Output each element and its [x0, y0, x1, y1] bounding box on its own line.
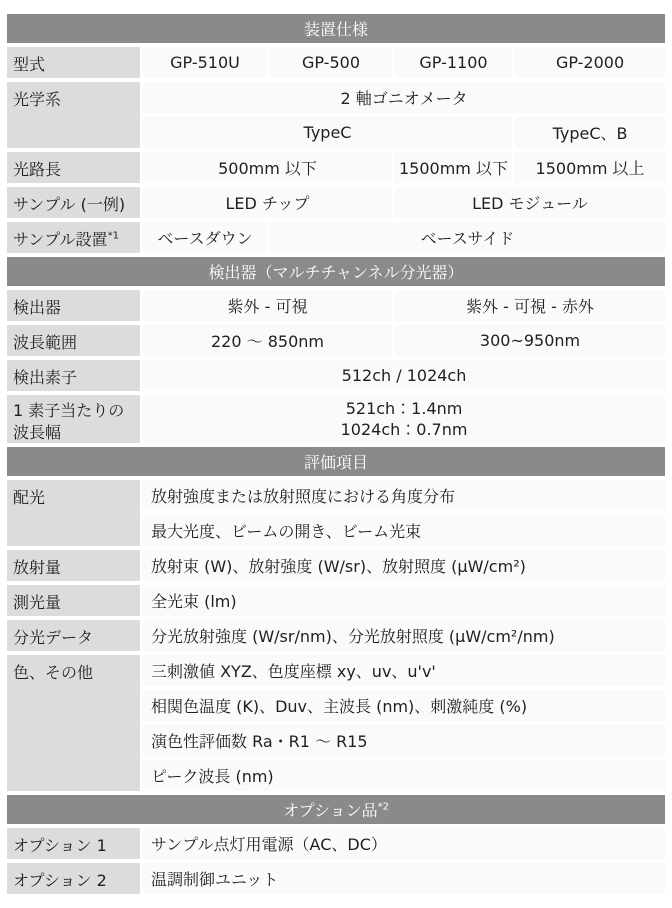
row-label-option-1: オプション 1 [7, 828, 140, 859]
row-optical-path [7, 152, 665, 183]
section-title-text: 装置仕様 [304, 20, 369, 39]
row-light-distribution-1 [7, 480, 665, 511]
row-label-option-2: オプション 2 [7, 863, 140, 894]
cell-model-gp2000: GP-2000 [515, 47, 665, 78]
cell-color-cct: 相関色温度 (K)、Duv、主波長 (nm)、刺激純度 (%) [143, 690, 665, 721]
section-detector [7, 257, 665, 443]
cell-optics-type-c: TypeC [143, 117, 512, 148]
cell-detector-uv-vis: 紫外 - 可視 [143, 290, 392, 321]
footnote-ref-2: *2 [377, 801, 389, 813]
cell-optics-type-cb: TypeC、B [515, 117, 665, 148]
cell-optics-goniometer: 2 軸ゴニオメータ [143, 82, 665, 113]
cell-model-gp510u: GP-510U [143, 47, 267, 78]
row-photometric [7, 585, 665, 616]
row-label-photometric: 測光量 [7, 585, 140, 616]
cell-placement-base-side: ベースサイド [270, 222, 665, 253]
cell-placement-base-down: ベースダウン [143, 222, 267, 253]
section-header-options [7, 795, 665, 824]
cell-path-long: 1500mm 以上 [515, 152, 665, 183]
section-title-text: 評価項目 [304, 453, 369, 473]
section-header-evaluation [7, 447, 665, 476]
section-evaluation [7, 447, 665, 791]
row-label-light-distribution: 配光 [7, 480, 140, 546]
row-detector-type [7, 290, 665, 321]
cell-model-gp1100: GP-1100 [395, 47, 512, 78]
row-radiometric [7, 550, 665, 581]
section-title-options [7, 795, 665, 824]
row-spectral-data [7, 620, 665, 651]
cell-path-medium: 1500mm 以下 [395, 152, 512, 183]
cell-detector-uv-vis-ir: 紫外 - 可視 - 赤外 [395, 290, 665, 321]
row-option-2 [7, 863, 665, 894]
row-label-detector-type: 検出器 [7, 290, 140, 321]
cell-range-300-950: 300~950nm [395, 325, 665, 356]
cell-range-220-850: 220 〜 850nm [143, 325, 392, 356]
row-label-color: 色、その他 [7, 655, 140, 791]
section-header-detector [7, 257, 665, 286]
cell-radiometric-values: 放射束 (W)、放射強度 (W/sr)、放射照度 (μW/cm²) [143, 550, 665, 581]
section-title-device [7, 14, 665, 43]
row-color-1 [7, 655, 665, 686]
cell-sample-led-module: LED モジュール [395, 187, 665, 218]
row-label-radiometric: 放射量 [7, 550, 140, 581]
cell-elements-channels: 512ch / 1024ch [143, 360, 665, 391]
specification-table [4, 10, 668, 898]
section-options [7, 795, 665, 894]
cell-distribution-beam: 最大光度、ビームの開き、ビーム光束 [143, 515, 665, 546]
cell-option-1-value: サンプル点灯用電源（AC、DC） [143, 828, 665, 859]
row-wavelength-width [7, 395, 665, 443]
cell-option-2-value: 温調制御ユニット [143, 863, 665, 894]
row-detector-elements [7, 360, 665, 391]
section-title-detector [7, 257, 665, 286]
cell-model-gp500: GP-500 [270, 47, 392, 78]
row-label-optical-path: 光路長 [7, 152, 140, 183]
row-label-detector-elements: 検出素子 [7, 360, 140, 391]
section-title-evaluation [7, 447, 665, 476]
cell-photometric-values: 全光束 (lm) [143, 585, 665, 616]
row-label-sample: サンプル (一例) [7, 187, 140, 218]
cell-distribution-angular: 放射強度または放射照度における角度分布 [143, 480, 665, 511]
section-title-text: オプション品 [283, 801, 378, 821]
footnote-ref-1: *1 [107, 230, 119, 242]
cell-sample-led-chip: LED チップ [143, 187, 392, 218]
row-label-sample-placement: サンプル設置$^{*1}$ [7, 222, 140, 253]
cell-path-short: 500mm 以下 [143, 152, 392, 183]
cell-spectral-values: 分光放射強度 (W/sr/nm)、分光放射照度 (μW/cm²/nm) [143, 620, 665, 651]
cell-color-cri: 演色性評価数 Ra・R1 〜 R15 [143, 725, 665, 756]
section-header-device [7, 14, 665, 43]
row-sample-placement [7, 222, 665, 253]
row-label-spectral-data: 分光データ [7, 620, 140, 651]
row-sample [7, 187, 665, 218]
row-label-model: 型式 [7, 47, 140, 78]
section-device-spec [7, 14, 665, 253]
row-label-wavelength-range: 波長範囲 [7, 325, 140, 356]
row-wavelength-range [7, 325, 665, 356]
cell-color-tristimulus: 三刺激値 XYZ、色度座標 xy、uv、u'v' [143, 655, 665, 686]
section-title-text: 検出器（マルチチャンネル分光器） [208, 263, 464, 282]
row-label-wavelength-width: 1 素子当たりの 波長幅 [7, 395, 140, 443]
row-option-1 [7, 828, 665, 859]
cell-wavelength-width-values: 521ch：1.4nm 1024ch：0.7nm [143, 395, 665, 443]
row-model [7, 47, 665, 78]
row-label-optics: 光学系 [7, 82, 140, 148]
row-optics-1 [7, 82, 665, 113]
cell-color-peak-wavelength: ピーク波長 (nm) [143, 760, 665, 791]
